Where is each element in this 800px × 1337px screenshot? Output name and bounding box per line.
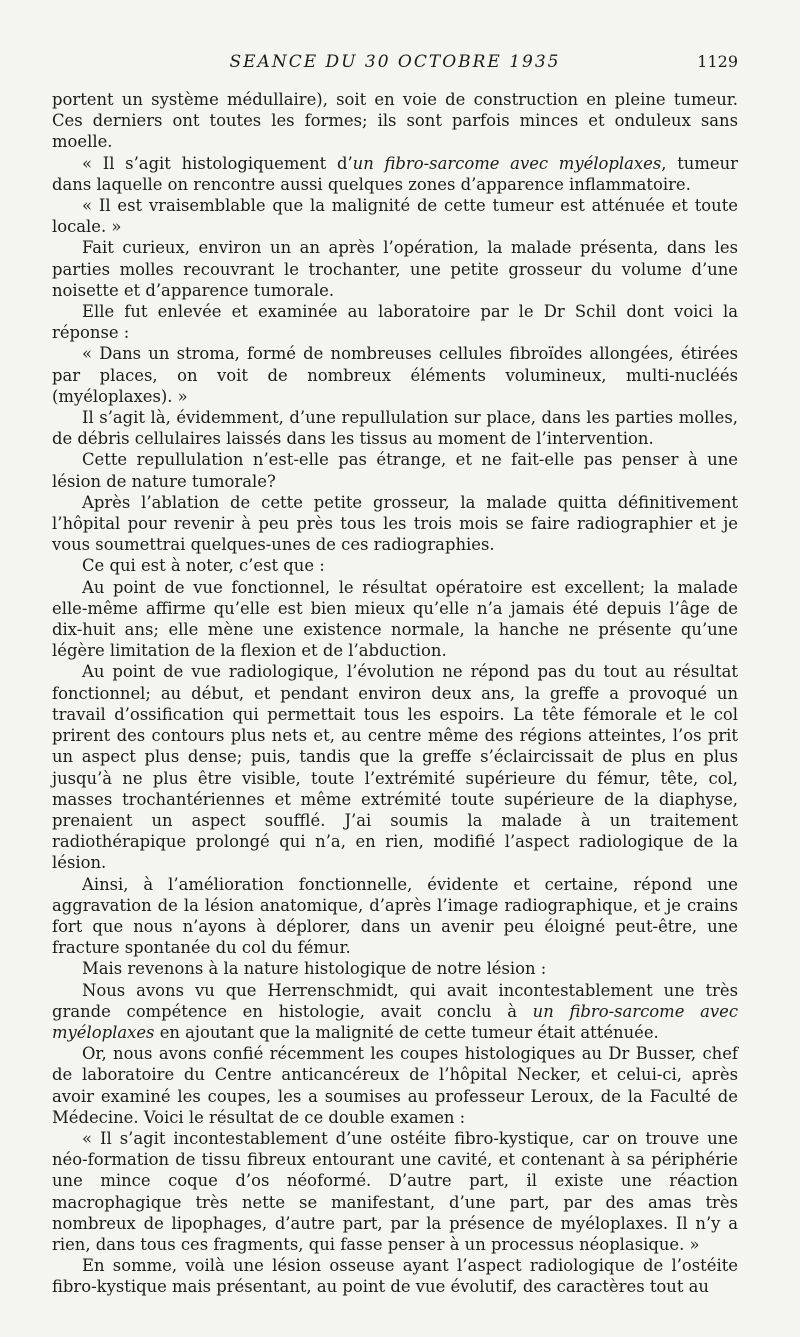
paragraph: Après l’ablation de cette petite grosseur, la malade quitta définitivement l’hôpital pour revenir à peu près tous les trois mois se faire radiographier et je vous soumettrai quelques-unes de ces radiographies. xyxy=(52,492,738,555)
paragraph: portent un système médullaire), soit en voie de construction en pleine tumeur. Ces derniers ont toutes les formes; ils sont parfois minces et onduleux sans moelle. xyxy=(52,90,738,152)
paragraph: Ce qui est à noter, c’est que : xyxy=(82,556,325,576)
page-header xyxy=(52,52,738,76)
paragraph: Cette repullulation n’est-elle pas étrange, et ne fait-elle pas penser à une lésion de nature tumorale? xyxy=(52,450,738,491)
body-text xyxy=(52,89,738,1298)
paragraph: « Il s’agit histologiquement d’un fibro-sarcome avec myéloplaxes, tumeur dans laquelle on rencontre aussi quelques zones d’apparence inflammatoire. xyxy=(52,153,738,194)
paragraph: Or, nous avons confié récemment les coupes histologiques au Dr Busser, chef de laboratoire du Centre anticancéreux de l’hôpital Necker, et celui-ci, après avoir examiné les coupes, les a soumises au professeur Leroux, de la Faculté de Médecine. Voici le résultat de ce double examen : xyxy=(52,1044,738,1127)
paragraph: « Il est vraisemblable que la malignité de cette tumeur est atténuée et toute locale. » xyxy=(52,196,738,237)
paragraph: Au point de vue radiologique, l’évolution ne répond pas du tout au résultat fonctionnel; au début, et pendant environ deux ans, la greffe a provoqué un travail d’ossification qui permettait tous les espoirs. La tête fémorale et le col prirent des contours plus nets et, au centre même des régions atteintes, l’os prit un aspect plus dense; puis, tandis que la greffe s’éclaircissait de plus en plus jusqu’à ne plus être visible, toute l’extrémité supérieure du fémur, tête, col, masses trochantériennes et même extrémité toute supérieure de la diaphyse, prenaient un aspect soufflé. J’ai soumis la malade à un traitement radiothérapique prolongé qui n’a, en rien, modifié l’aspect radiologique de la lésion. xyxy=(52,662,738,873)
running-head: SEANCE DU 30 OCTOBRE 1935 xyxy=(229,52,561,72)
paragraph: Mais revenons à la nature histologique de notre lésion : xyxy=(82,959,547,979)
paragraph: Ainsi, à l’amélioration fonctionnelle, évidente et certaine, répond une aggravation de la lésion anatomique, d’après l’image radiographique, et je crains fort que nous n’ayons à déplorer, dans un avenir peu éloigné peut-être, une fracture spontanée du col du fémur. xyxy=(52,874,738,958)
paragraph: Fait curieux, environ un an après l’opération, la malade présenta, dans les parties molles recouvrant le trochanter, une petite grosseur du volume d’une noisette et d’apparence tumorale. xyxy=(52,238,738,300)
paragraph: Elle fut enlevée et examinée au laboratoire par le Dr Schil dont voici la réponse : xyxy=(52,302,738,343)
paragraph: Au point de vue fonctionnel, le résultat opératoire est excellent; la malade elle-même affirme qu’elle est bien mieux qu’elle n’a jamais été depuis l’âge de dix-huit ans; elle mène une existence normale, la hanche ne présente qu’une légère limitation de la flexion et de l’abduction. xyxy=(52,577,738,661)
paragraph: « Dans un stroma, formé de nombreuses cellules fibroïdes allongées, étirées par places, on voit de nombreux éléments volumineux, multi-nucléés (myéloplaxes). » xyxy=(52,344,738,406)
paragraph: En somme, voilà une lésion osseuse ayant l’aspect radiologique de l’ostéite fibro-kystique mais présentant, au point de vue évolutif, des caractères tout au xyxy=(52,1256,738,1297)
paragraph: Il s’agit là, évidemment, d’une repullulation sur place, dans les parties molles, de débris cellulaires laissés dans les tissus au moment de l’intervention. xyxy=(52,408,738,449)
paragraph: Nous avons vu que Herrenschmidt, qui avait incontestablement une très grande compétence en histologie, avait conclu à un fibro-sarcome avec myéloplaxes en ajoutant que la malignité de cette tumeur était atténuée. xyxy=(52,980,738,1042)
page-number: 1129 xyxy=(697,52,738,71)
paragraph: « Il s’agit incontestablement d’une ostéite fibro-kystique, car on trouve une néo-formation de tissu fibreux entourant une cavité, et contenant à sa périphérie une mince coque d’os néoformé. D’autre part, il existe une réaction macrophagique très nette se manifestant, d’une part, par des amas très nombreux de lipophages, d’autre part, par la présence de myéloplaxes. Il n’y a rien, dans tous ces fragments, qui fasse penser à un processus néoplasique. » xyxy=(52,1128,738,1254)
